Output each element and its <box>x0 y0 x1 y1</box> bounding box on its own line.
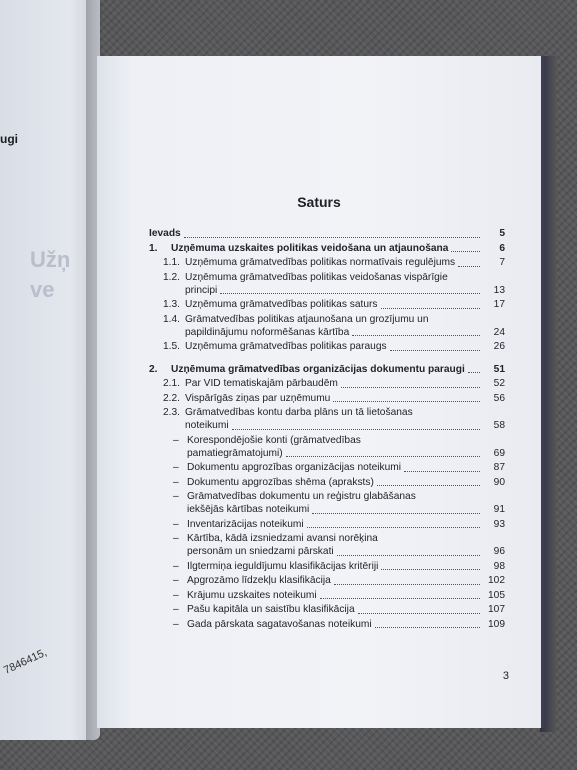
toc-leader-dots <box>232 429 480 430</box>
toc-entry <box>149 243 505 256</box>
toc-entry-number: 1.3. <box>163 299 180 310</box>
toc-entry-text: Uzņēmuma uzskaites politikas veidošana un atjaunošana <box>171 242 449 254</box>
toc-entry-text: Apgrozāmo līdzekļu klasifikācija <box>187 575 331 586</box>
toc-leader-dots <box>341 387 480 388</box>
toc-leader-dots <box>468 372 480 373</box>
toc-entry-text-continued: pamatiegrāmatojumi) <box>187 447 283 459</box>
toc-entry-text: Kārtība, kādā izsniedzami avansi norēķina <box>187 533 378 544</box>
toc-page-number: 96 <box>493 546 505 557</box>
toc-entry-first-line <box>135 491 505 502</box>
toc-entry <box>135 604 505 617</box>
toc-entry-text: Krājumu uzskaites noteikumi <box>187 589 317 601</box>
right-page <box>97 56 544 728</box>
toc-page-number: 26 <box>493 341 505 352</box>
left-page-faint-text: Užņ ve <box>30 247 71 302</box>
toc-entry <box>149 257 505 270</box>
toc-leader-dots <box>286 456 480 457</box>
toc-leader-dots <box>377 485 480 486</box>
toc-entry-text: Dokumentu apgrozības organizācijas noteikumi <box>187 462 402 473</box>
toc-page-number: 105 <box>488 589 505 601</box>
toc-entry-first-line <box>149 314 505 325</box>
toc-entry <box>149 341 505 354</box>
toc-entry-text-continued: principi <box>185 284 218 296</box>
toc-entry-text: Grāmatvedības dokumentu un reģistru glabāšanas <box>187 491 416 502</box>
toc-page-number: 91 <box>493 504 505 515</box>
table-of-contents <box>149 228 505 633</box>
toc-leader-dots <box>307 527 480 528</box>
toc-entry-number: – <box>173 618 179 630</box>
toc-entry-text: Uzņēmuma grāmatvedības politikas veidošanas vispārīgie <box>185 271 448 283</box>
toc-entry <box>149 228 505 241</box>
toc-leader-dots <box>320 598 480 599</box>
toc-entry-number: 2.1. <box>163 378 180 389</box>
toc-page-number: 7 <box>499 257 505 268</box>
toc-entry-text-continued: personām un sniedzami pārskati <box>187 546 334 557</box>
toc-entry-first-line <box>135 533 505 544</box>
toc-entry-first-line <box>135 435 505 446</box>
toc-entry-number: 1.1. <box>163 257 180 268</box>
toc-entry <box>149 420 505 433</box>
toc-page-number: 58 <box>493 420 505 431</box>
toc-leader-dots <box>375 627 480 628</box>
toc-entry-number: – <box>173 491 179 502</box>
toc-entry-text: Uzņēmuma grāmatvedības politikas saturs <box>185 299 378 310</box>
toc-leader-dots <box>337 555 480 556</box>
toc-entry-text: Grāmatvedības kontu darba plāns un tā lietošanas <box>185 407 413 418</box>
toc-entry-text: Uzņēmuma grāmatvedības organizācijas dokumentu paraugi <box>171 363 465 375</box>
toc-entry <box>135 519 505 532</box>
toc-leader-dots <box>220 293 480 294</box>
toc-page-number: 56 <box>493 392 505 404</box>
toc-leader-dots <box>390 350 480 351</box>
toc-entry-first-line <box>149 407 505 418</box>
toc-entry-text-continued: noteikumi <box>185 420 229 431</box>
left-page <box>0 0 100 740</box>
toc-entry-text: Gada pārskata sagatavošanas noteikumi <box>187 618 372 630</box>
toc-leader-dots <box>381 308 480 309</box>
toc-entry-text: Uzņēmuma grāmatvedības politikas normatīvais regulējums <box>185 257 456 268</box>
toc-page-number: 87 <box>493 462 505 473</box>
toc-page-number: 17 <box>493 299 505 310</box>
toc-page-number: 13 <box>493 284 505 296</box>
toc-page-number: 24 <box>493 326 505 338</box>
toc-entry-text: Grāmatvedības politikas atjaunošana un grozījumu un <box>185 313 429 325</box>
toc-entry-text: Pašu kapitāla un saistību klasifikācija <box>187 604 355 615</box>
toc-entry <box>135 477 505 490</box>
toc-leader-dots <box>358 613 480 614</box>
toc-leader-dots <box>184 237 480 238</box>
toc-leader-dots <box>458 266 480 267</box>
toc-leader-dots <box>312 513 480 514</box>
toc-entry-number: 1. <box>149 242 158 254</box>
toc-entry-text: Korespondējošie konti (grāmatvedības <box>187 434 361 446</box>
toc-entry-number: – <box>173 604 179 615</box>
toc-page-number: 98 <box>493 560 505 572</box>
page-number: 3 <box>502 670 509 682</box>
toc-entry <box>135 619 505 632</box>
toc-leader-dots <box>352 335 480 336</box>
toc-leader-dots <box>381 569 480 570</box>
toc-entry-number: – <box>173 533 179 544</box>
toc-entry-text: Inventarizācijas noteikumi <box>187 518 304 530</box>
toc-entry-number: 2.2. <box>163 392 180 404</box>
toc-entry-number: – <box>173 476 179 488</box>
toc-entry-number: 1.5. <box>163 341 180 352</box>
toc-page-number: 69 <box>493 447 505 459</box>
toc-entry-number: – <box>173 589 179 601</box>
toc-entry <box>135 590 505 603</box>
toc-entry-text: Ilgtermiņa ieguldījumu klasifikācijas kritēriji <box>187 560 379 572</box>
left-page-phone: 7846415, <box>2 646 49 677</box>
toc-entry <box>149 378 505 391</box>
toc-page-number: 109 <box>488 618 505 630</box>
toc-gap <box>149 356 505 364</box>
toc-entry <box>149 299 505 312</box>
toc-entry <box>149 327 505 340</box>
toc-entry <box>149 393 505 406</box>
toc-entry-text: Vispārīgās ziņas par uzņēmumu <box>185 392 331 404</box>
toc-leader-dots <box>451 251 480 252</box>
toc-entry <box>149 285 505 298</box>
toc-entry-number: – <box>173 575 179 586</box>
toc-entry-number: – <box>173 434 179 446</box>
toc-entry <box>135 575 505 588</box>
toc-entry-text-continued: iekšējās kārtības noteikumi <box>187 504 310 515</box>
toc-leader-dots <box>404 471 480 472</box>
toc-entry-text: Ievads <box>149 228 181 239</box>
toc-entry-number: 2. <box>149 363 158 375</box>
toc-entry <box>135 462 505 475</box>
toc-page-number: 6 <box>499 242 505 254</box>
toc-entry-number: 1.4. <box>163 313 180 325</box>
toc-page-number: 107 <box>488 604 505 615</box>
toc-page-number: 93 <box>493 518 505 530</box>
toc-entry <box>135 448 505 461</box>
toc-page-number: 52 <box>493 378 505 389</box>
toc-entry-text: Dokumentu apgrozības shēma (apraksts) <box>187 476 374 488</box>
toc-entry-text: Par VID tematiskajām pārbaudēm <box>185 378 338 389</box>
toc-entry-text-continued: papildinājumu noformēšanas kārtība <box>185 326 350 338</box>
toc-entry-text: Uzņēmuma grāmatvedības politikas paraugs <box>185 341 387 352</box>
toc-page-number: 90 <box>493 476 505 488</box>
toc-entry <box>135 546 505 559</box>
toc-entry-number: – <box>173 462 179 473</box>
toc-leader-dots <box>333 401 480 402</box>
toc-entry <box>135 561 505 574</box>
toc-page-number: 51 <box>493 363 505 375</box>
toc-entry-number: 2.3. <box>163 407 180 418</box>
toc-leader-dots <box>334 584 480 585</box>
toc-entry-first-line <box>149 272 505 283</box>
toc-entry <box>149 364 505 377</box>
toc-entry-number: – <box>173 560 179 572</box>
toc-entry <box>135 504 505 517</box>
page-title: Saturs <box>297 194 341 210</box>
left-page-text: ugi <box>0 132 18 146</box>
toc-page-number: 102 <box>488 575 505 586</box>
toc-entry-number: – <box>173 518 179 530</box>
toc-entry-number: 1.2. <box>163 271 180 283</box>
toc-page-number: 5 <box>499 228 505 239</box>
